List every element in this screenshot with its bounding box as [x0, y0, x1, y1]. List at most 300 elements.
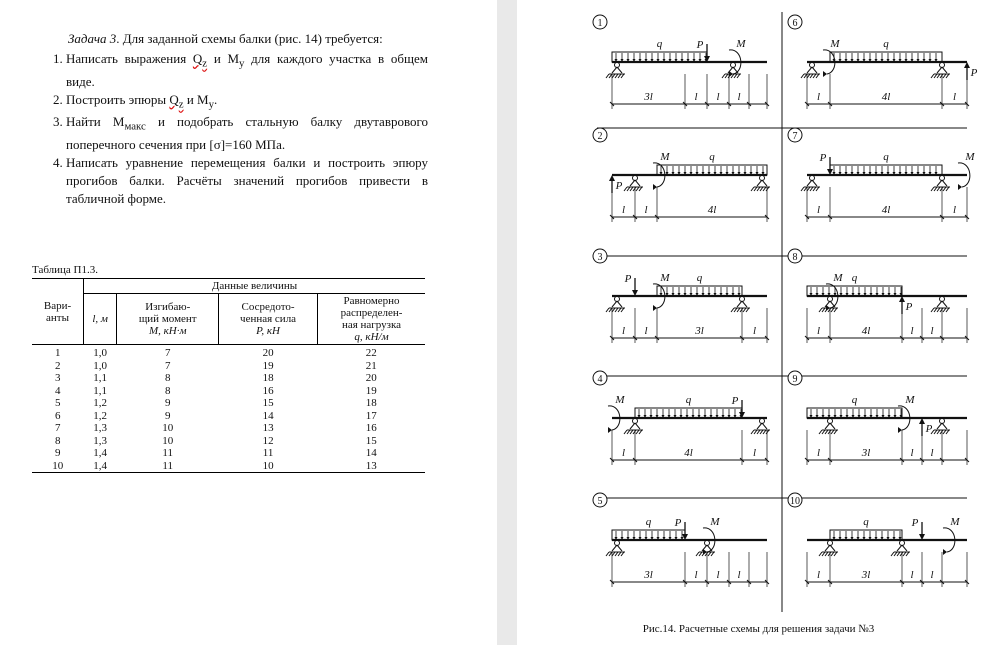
beam-scheme-1: [593, 15, 769, 109]
line: [825, 545, 830, 551]
line: [943, 308, 946, 312]
task-item-subscript: y: [239, 57, 245, 70]
table-cell: 7: [164, 347, 171, 359]
table-cell: 10: [162, 422, 174, 434]
span-label: 4l: [881, 91, 891, 103]
table-cell: 15: [365, 434, 377, 447]
point-force: [911, 517, 925, 540]
table-cell: 21: [365, 359, 377, 372]
load-label-q: q: [709, 151, 715, 163]
line: [757, 187, 760, 191]
line: [618, 308, 621, 312]
line: [618, 552, 621, 556]
load-label-q: q: [851, 394, 858, 406]
line: [940, 187, 943, 191]
span-label: l: [621, 325, 626, 337]
line: [934, 430, 937, 434]
distributed-load: [807, 394, 903, 418]
task-intro-text: . Для заданной схемы балки (рис. 14) требуется:: [116, 31, 383, 46]
table-row: [32, 410, 425, 423]
task-list: [32, 50, 428, 208]
line: [940, 308, 943, 312]
table-cell: 9: [55, 447, 61, 459]
support-icon: [624, 419, 643, 435]
dimension-line: [610, 430, 769, 465]
line: [834, 552, 837, 556]
span-label: 3l: [861, 447, 871, 459]
span-label: 3l: [644, 91, 653, 103]
task-item-text: Найти M: [66, 114, 125, 130]
table-cell: 1,3: [93, 434, 108, 447]
line: [810, 187, 813, 191]
support-icon: [606, 297, 625, 313]
line: [816, 187, 819, 191]
moment-icon: [823, 38, 840, 77]
line: [617, 545, 622, 551]
load-label-M: M: [830, 38, 840, 50]
moment-icon: [943, 516, 960, 555]
line: [609, 552, 612, 556]
table-row: [32, 447, 425, 460]
line: [624, 430, 627, 434]
line: [633, 430, 636, 434]
table-cell: 20: [262, 347, 274, 359]
scheme-number: 8: [792, 252, 798, 263]
task-item-text: и подобрать стальную балку двутаврового поперечного сечения при [σ]=160 МПа.: [66, 114, 429, 152]
dimension-line: [805, 430, 969, 465]
point-force: [819, 152, 833, 175]
line: [937, 430, 940, 434]
table-cell: 15: [262, 397, 274, 409]
point-force: [624, 273, 638, 296]
span-label: l: [816, 325, 821, 337]
load-label-P: P: [925, 423, 933, 435]
span-label: l: [910, 447, 914, 459]
line: [618, 74, 621, 78]
table-cell: 8: [164, 384, 171, 397]
span-label: 4l: [861, 325, 871, 337]
line: [763, 187, 766, 191]
distributed-load: [830, 516, 902, 540]
table-cell: 8: [164, 372, 171, 384]
support-icon: [606, 541, 625, 557]
load-label-M: M: [710, 516, 720, 528]
load-label-M: M: [950, 516, 960, 528]
line: [937, 180, 942, 186]
span-label: l: [716, 569, 720, 581]
line: [731, 308, 734, 312]
line: [801, 74, 804, 78]
line: [812, 180, 817, 186]
variants-table: [32, 278, 425, 473]
distributed-load: [830, 38, 942, 62]
load-label-P: P: [970, 67, 978, 79]
line: [902, 545, 907, 551]
line: [816, 74, 819, 78]
span-label: l: [930, 447, 934, 459]
line: [737, 74, 740, 78]
support-icon: [606, 63, 625, 79]
table-cell: 1,1: [93, 372, 108, 384]
beam-scheme-6: [788, 15, 978, 109]
table-cell: 14: [262, 409, 274, 422]
table-cell: 1,0: [93, 359, 108, 372]
support-icon: [931, 297, 950, 313]
table-cell: 11: [162, 447, 174, 459]
span-label: l: [910, 569, 914, 581]
span-label: 4l: [881, 204, 891, 216]
line: [819, 552, 822, 556]
line: [943, 187, 946, 191]
table-body: [32, 345, 425, 473]
load-label-M: M: [660, 272, 670, 284]
line: [940, 74, 943, 78]
load-label-M: M: [660, 151, 670, 163]
table-cell: 1: [55, 347, 61, 359]
line: [757, 430, 760, 434]
span-label: l: [737, 569, 741, 581]
load-label-P: P: [905, 301, 913, 313]
table-cell: 9: [164, 409, 171, 422]
dimension-line: [805, 187, 969, 222]
table-cell: 5: [55, 397, 61, 409]
task-text: [32, 30, 428, 208]
line: [931, 187, 934, 191]
line: [740, 308, 743, 312]
line: [825, 430, 828, 434]
line: [819, 430, 822, 434]
task-item-subscript: z: [178, 98, 184, 111]
span-label: l: [716, 91, 720, 103]
load-label-M: M: [833, 272, 843, 284]
line: [630, 187, 633, 191]
table-cell: 9: [164, 397, 171, 409]
line: [621, 552, 624, 556]
task-item-text: Построить эпюры: [66, 91, 170, 107]
line: [742, 301, 747, 307]
task-intro: [32, 30, 428, 48]
header-group: Данные величины: [84, 279, 426, 294]
table-cell: 10: [162, 434, 174, 447]
dimension-line: [805, 308, 969, 343]
load-label-q: q: [883, 151, 889, 163]
line: [943, 74, 946, 78]
line: [639, 430, 642, 434]
point-force: [964, 62, 978, 80]
support-icon: [624, 176, 643, 192]
line: [615, 74, 618, 78]
left-page: [0, 0, 497, 645]
span-label: l: [752, 447, 757, 459]
line: [801, 187, 804, 191]
line: [612, 308, 615, 312]
task-item-text: для каждого участка в общем виде.: [66, 51, 428, 89]
line: [937, 187, 940, 191]
table-row: [32, 397, 425, 410]
line: [825, 552, 828, 556]
scheme-number: 1: [597, 18, 603, 29]
task-item-text: .: [214, 91, 218, 107]
table-cell: 1,2: [93, 397, 108, 409]
load-label-P: P: [731, 395, 739, 407]
line: [946, 74, 949, 78]
line: [630, 423, 635, 429]
load-label-M: M: [965, 151, 975, 163]
load-label-q: q: [883, 38, 889, 50]
table-row: [32, 372, 425, 385]
line: [834, 308, 837, 312]
load-label-q: q: [685, 394, 692, 406]
line: [810, 74, 813, 78]
line: [624, 187, 627, 191]
line: [636, 430, 639, 434]
point-force: [919, 418, 933, 436]
span-label: l: [737, 91, 741, 103]
beam-scheme-10: [788, 493, 969, 587]
scheme-number: 7: [792, 131, 798, 142]
span-label: 3l: [695, 325, 704, 337]
support-icon: [931, 63, 950, 79]
line: [825, 301, 830, 307]
line: [931, 74, 934, 78]
line: [635, 423, 640, 429]
line: [830, 423, 835, 429]
span-label: 4l: [707, 204, 717, 216]
beam-scheme-3: [593, 249, 769, 343]
line: [897, 545, 902, 551]
load-label-M: M: [615, 394, 625, 406]
beam-scheme-4: [593, 371, 770, 465]
line: [831, 552, 834, 556]
line: [804, 74, 807, 78]
task-item-3: [66, 113, 428, 154]
span-label: l: [910, 325, 914, 337]
line: [937, 308, 940, 312]
table-cell: 11: [117, 460, 219, 473]
span-label: l: [816, 447, 821, 459]
table-cell: 22: [365, 347, 377, 359]
task-item-text: Написать уравнение перемещения балки и построить эпюру прогибов балки. Расчёты значений прогибов привести в табличной форме.: [66, 154, 428, 206]
line: [757, 423, 762, 429]
header-l: l, м: [84, 294, 117, 345]
load-label-q: q: [656, 38, 663, 50]
header-moment: Изгибаю- щий момент M, кН·м: [117, 294, 219, 345]
moment-icon: [729, 38, 746, 77]
line: [937, 67, 942, 73]
distributed-load: [830, 151, 942, 175]
point-force: [609, 175, 623, 193]
distributed-load: [657, 151, 767, 175]
line: [931, 308, 934, 312]
line: [897, 552, 900, 556]
line: [762, 180, 767, 186]
line: [639, 187, 642, 191]
table-cell: 6: [55, 409, 61, 422]
line: [763, 430, 766, 434]
line: [828, 552, 831, 556]
load-label-M: M: [905, 394, 915, 406]
load-label-q: q: [645, 516, 652, 528]
table-cell: 17: [365, 409, 377, 422]
table-row: [32, 360, 425, 373]
task-item-1: [66, 50, 428, 91]
line: [621, 308, 624, 312]
span-label: 3l: [644, 569, 653, 581]
line: [630, 180, 635, 186]
table-cell: 1,2: [93, 409, 108, 422]
span-label: l: [644, 204, 648, 216]
dimension-line: [610, 308, 769, 343]
task-item-subscript: макс: [124, 120, 146, 133]
span-label: l: [952, 204, 957, 216]
span-label: l: [816, 91, 821, 103]
task-item-text: Написать выражения: [66, 51, 193, 66]
line: [943, 430, 946, 434]
table-row: [32, 385, 425, 398]
line: [834, 430, 837, 434]
task-item-subscript: y: [208, 98, 215, 111]
task-heading: Задача 3: [68, 31, 117, 46]
span-label: l: [621, 447, 626, 459]
scheme-number: 2: [597, 131, 603, 142]
line: [937, 74, 940, 78]
line: [891, 552, 894, 556]
line: [734, 74, 737, 78]
load-label-P: P: [615, 180, 623, 192]
line: [612, 67, 617, 73]
dimension-line: [805, 74, 969, 109]
beam-scheme-7: [788, 128, 975, 222]
dimension-line: [610, 552, 769, 587]
table-cell: 1,0: [93, 347, 108, 359]
line: [831, 430, 834, 434]
table-cell: 7: [164, 359, 171, 372]
line: [737, 308, 740, 312]
table-cell: 8: [55, 434, 61, 447]
support-icon: [731, 297, 750, 313]
line: [636, 187, 639, 191]
table-cell: 16: [262, 384, 274, 397]
scheme-number: 4: [597, 374, 603, 385]
span-label: l: [752, 325, 757, 337]
span-label: l: [644, 325, 648, 337]
table-row: [32, 345, 425, 360]
moment-icon: [608, 394, 625, 433]
line: [725, 74, 728, 78]
span-label: l: [694, 569, 698, 581]
table-cell: 3: [55, 372, 61, 384]
table-cell: 1,4: [93, 447, 108, 459]
span-label: l: [952, 91, 957, 103]
support-icon: [931, 176, 950, 192]
table-cell: 1,1: [93, 384, 108, 397]
moment-icon: [703, 516, 720, 555]
line: [934, 74, 937, 78]
load-label-M: M: [736, 38, 746, 50]
load-label-P: P: [911, 517, 919, 529]
line: [627, 187, 630, 191]
line: [617, 67, 622, 73]
table-cell: 13: [262, 422, 274, 434]
line: [757, 180, 762, 186]
line: [804, 187, 807, 191]
line: [621, 74, 624, 78]
figure-caption: Рис.14. Расчетные схемы для решения задачи №3: [642, 623, 875, 635]
support-icon: [931, 419, 950, 435]
dimension-line: [610, 74, 769, 109]
table-cell: 1,4: [84, 460, 117, 473]
task-item-subscript: z: [202, 57, 208, 70]
distributed-load: [612, 38, 708, 62]
load-label-P: P: [674, 517, 682, 529]
line: [894, 552, 897, 556]
scheme-number: 6: [792, 18, 798, 29]
scheme-number: 5: [597, 496, 603, 507]
support-icon: [801, 176, 820, 192]
table-cell: 4: [55, 384, 61, 397]
table-cell: 10: [32, 460, 84, 473]
line: [822, 430, 825, 434]
task-item-4: [66, 154, 428, 208]
support-icon: [819, 419, 838, 435]
support-icon: [891, 541, 910, 557]
table-cell: 12: [262, 434, 274, 447]
load-label-P: P: [624, 273, 632, 285]
line: [830, 545, 835, 551]
load-label-q: q: [851, 272, 858, 284]
table-cell: 14: [365, 447, 377, 459]
line: [617, 301, 622, 307]
moment-icon: [653, 272, 670, 311]
line: [940, 430, 943, 434]
beam-scheme-8: [788, 249, 969, 343]
table-row: [32, 460, 425, 473]
line: [937, 423, 942, 429]
beam-scheme-5: [593, 493, 769, 587]
line: [606, 308, 609, 312]
table-row: [32, 435, 425, 448]
line: [807, 74, 810, 78]
header-variants: Вари- анты: [32, 279, 84, 345]
span-label: 3l: [861, 569, 871, 581]
line: [813, 74, 816, 78]
load-label-P: P: [819, 152, 827, 164]
line: [825, 423, 830, 429]
line: [711, 552, 714, 556]
line: [751, 430, 754, 434]
line: [609, 74, 612, 78]
line: [807, 187, 810, 191]
table-cell: 19: [365, 384, 377, 397]
line: [612, 74, 615, 78]
dimension-line: [805, 552, 969, 587]
line: [754, 430, 757, 434]
point-force: [696, 39, 710, 62]
line: [942, 301, 947, 307]
line: [828, 430, 831, 434]
distributed-load: [635, 394, 743, 418]
line: [813, 187, 816, 191]
line: [822, 552, 825, 556]
table-row: [32, 422, 425, 435]
header-load: Равномерно распределен- ная нагрузка q, кН/м: [318, 294, 425, 345]
line: [615, 308, 618, 312]
line: [751, 187, 754, 191]
line: [728, 67, 733, 73]
line: [946, 308, 949, 312]
line: [734, 308, 737, 312]
support-icon: [801, 63, 820, 79]
